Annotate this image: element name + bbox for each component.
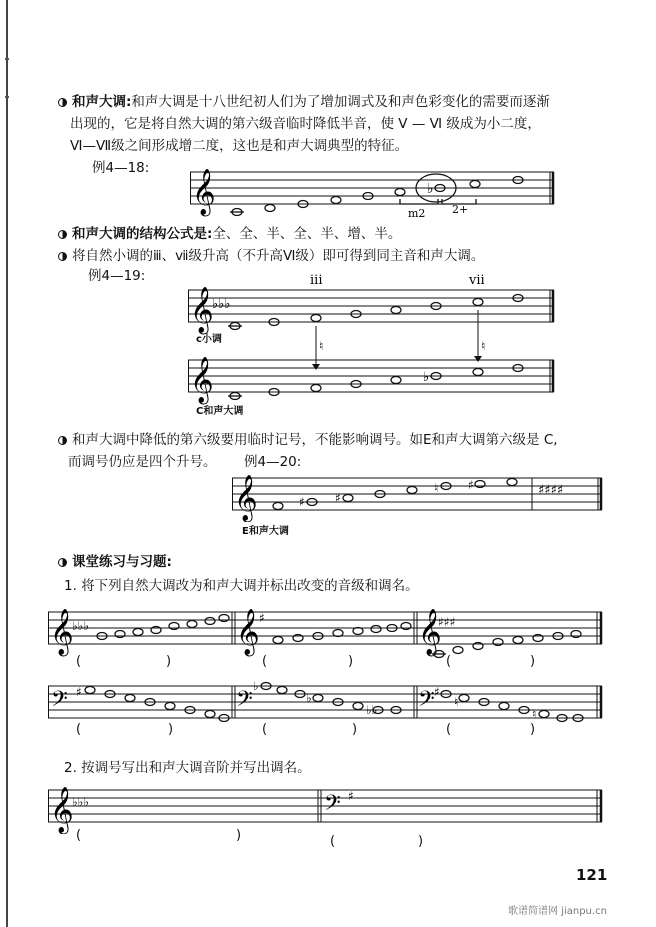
treble-clef-icon: 𝄞 bbox=[50, 609, 74, 655]
text-line: 和声大调中降低的第六级要用临时记号，不能影响调号。如E和声大调第六级是 C, bbox=[72, 432, 558, 448]
bass-clef-icon: 𝄢 bbox=[51, 687, 68, 717]
staff-label-e-harmonic-major: E和声大调 bbox=[242, 526, 289, 537]
page-binding-edge bbox=[6, 0, 8, 927]
note-head bbox=[395, 189, 405, 196]
treble-clef-icon: 𝄞 bbox=[236, 609, 260, 655]
text-line: 将自然小调的ⅲ、ⅶ级升高（不升高Ⅵ级）即可得到同主音和声大调。 bbox=[72, 248, 485, 264]
svg-text:♯: ♯ bbox=[468, 478, 474, 492]
exercise-1-staff-row-2 bbox=[48, 680, 608, 730]
bass-clef-icon: 𝄢 bbox=[324, 791, 341, 821]
paragraph-accidental-rule bbox=[58, 430, 558, 450]
svg-text:♯: ♯ bbox=[76, 685, 82, 699]
exercise-2-staff bbox=[48, 784, 608, 834]
svg-text:♭♭♭: ♭♭♭ bbox=[72, 795, 89, 809]
natural-sign: ♮ bbox=[319, 339, 324, 353]
text-line: 和声大调是十八世纪初人们为了增加调式及和声色彩变化的需要而逐渐 bbox=[131, 94, 550, 110]
answer-paren-close: ) bbox=[236, 828, 242, 843]
answer-paren-open: ( bbox=[76, 722, 82, 737]
treble-clef-icon: 𝄞 bbox=[192, 169, 216, 215]
svg-text:♭: ♭ bbox=[306, 691, 312, 705]
svg-text:♭: ♭ bbox=[253, 680, 259, 693]
answer-paren-close: ) bbox=[530, 722, 536, 737]
note-head bbox=[265, 205, 275, 212]
answer-paren-open: ( bbox=[330, 834, 336, 849]
degree-label-vii: vii bbox=[469, 273, 485, 288]
text-line: 全、全、半、全、半、增、半。 bbox=[212, 226, 402, 242]
natural-sign: ♮ bbox=[481, 339, 486, 353]
exercise-1-staff-row-1 bbox=[48, 604, 608, 668]
svg-text:♭: ♭ bbox=[423, 370, 430, 385]
svg-text:♯: ♯ bbox=[335, 491, 341, 505]
page-number: 121 bbox=[576, 866, 608, 884]
svg-text:♮: ♮ bbox=[532, 707, 537, 721]
key-signature-flats: ♭♭♭ bbox=[212, 297, 231, 312]
svg-text:♯: ♯ bbox=[348, 789, 354, 803]
staff-example-4-18 bbox=[190, 162, 560, 224]
svg-text:♯: ♯ bbox=[299, 495, 305, 509]
bullet-icon bbox=[58, 558, 67, 567]
bullet-icon bbox=[58, 436, 67, 445]
exercise-question-1: 1. 将下列自然大调改为和声大调并标出改变的音级和调名。 bbox=[64, 578, 419, 594]
bullet-icon bbox=[58, 98, 67, 107]
degree-label-iii: iii bbox=[310, 273, 323, 288]
bullet-icon bbox=[58, 252, 67, 261]
flat-sign: ♭ bbox=[427, 181, 434, 197]
answer-paren-close: ) bbox=[166, 654, 172, 669]
staff-example-4-20 bbox=[232, 470, 608, 522]
answer-paren-open: ( bbox=[446, 722, 452, 737]
bass-clef-icon: 𝄢 bbox=[236, 687, 253, 717]
treble-clef-icon: 𝄞 bbox=[234, 475, 258, 521]
example-label: 例4—20: bbox=[244, 454, 302, 470]
treble-clef-icon: 𝄞 bbox=[190, 357, 214, 403]
answer-paren-close: ) bbox=[418, 834, 424, 849]
answer-paren-close: ) bbox=[348, 654, 354, 669]
svg-text:♯: ♯ bbox=[259, 611, 265, 625]
term-structure-formula: 和声大调的结构公式是: bbox=[72, 226, 213, 242]
staff-example-4-19 bbox=[188, 268, 558, 418]
answer-paren-open: ( bbox=[446, 654, 452, 669]
answer-paren-open: ( bbox=[76, 654, 82, 669]
answer-paren-close: ) bbox=[530, 654, 536, 669]
text-line: 而调号仍应是四个升号。 bbox=[68, 454, 217, 470]
svg-text:♭♭♭: ♭♭♭ bbox=[72, 619, 89, 633]
staff-label-c-minor: c小调 bbox=[196, 334, 222, 345]
key-signature-sharps: ♯♯♯♯ bbox=[538, 483, 564, 498]
svg-text:♮: ♮ bbox=[434, 481, 439, 495]
paragraph-structure-formula bbox=[58, 224, 401, 244]
text-line: Ⅵ—Ⅶ级之间形成增二度，这也是和声大调典型的特征。 bbox=[70, 138, 409, 154]
exercise-heading-text: 课堂练习与习题: bbox=[72, 554, 172, 570]
svg-text:♯♯♯: ♯♯♯ bbox=[438, 615, 456, 629]
example-label: 例4—19: bbox=[88, 268, 146, 284]
note-head bbox=[470, 181, 480, 188]
example-label: 例4—18: bbox=[92, 160, 150, 176]
interval-label-aug2: 2+ bbox=[452, 203, 469, 216]
paragraph-harmonic-major-definition bbox=[58, 92, 550, 112]
answer-paren-close: ) bbox=[352, 722, 358, 737]
answer-paren-open: ( bbox=[262, 722, 268, 737]
treble-clef-icon: 𝄞 bbox=[418, 609, 442, 655]
interval-label-m2: m2 bbox=[408, 207, 426, 220]
paragraph-minor-to-major bbox=[58, 246, 484, 266]
svg-text:♯: ♯ bbox=[434, 685, 440, 699]
note-head bbox=[331, 197, 341, 204]
edge-mark bbox=[5, 58, 9, 60]
svg-text:♭♭: ♭♭ bbox=[366, 703, 378, 717]
answer-paren-open: ( bbox=[262, 654, 268, 669]
svg-text:♮: ♮ bbox=[454, 695, 459, 709]
treble-clef-icon: 𝄞 bbox=[190, 287, 214, 333]
term-harmonic-major: 和声大调: bbox=[72, 94, 132, 110]
answer-paren-open: ( bbox=[76, 828, 82, 843]
edge-mark bbox=[5, 96, 9, 98]
exercise-heading bbox=[58, 552, 172, 572]
answer-paren-close: ) bbox=[168, 722, 174, 737]
exercise-question-2: 2. 按调号写出和声大调音阶并写出调名。 bbox=[64, 760, 311, 776]
bullet-icon bbox=[58, 230, 67, 239]
text-line: 出现的，它是将自然大调的第六级音临时降低半音，使 Ⅴ — Ⅵ 级成为小二度， bbox=[70, 116, 541, 132]
bass-clef-icon: 𝄢 bbox=[418, 687, 435, 717]
staff-label-c-harmonic-major: C和声大调 bbox=[196, 406, 244, 417]
treble-clef-icon: 𝄞 bbox=[50, 787, 74, 833]
watermark: 歌谱简谱网 jianpu.cn bbox=[508, 906, 607, 917]
